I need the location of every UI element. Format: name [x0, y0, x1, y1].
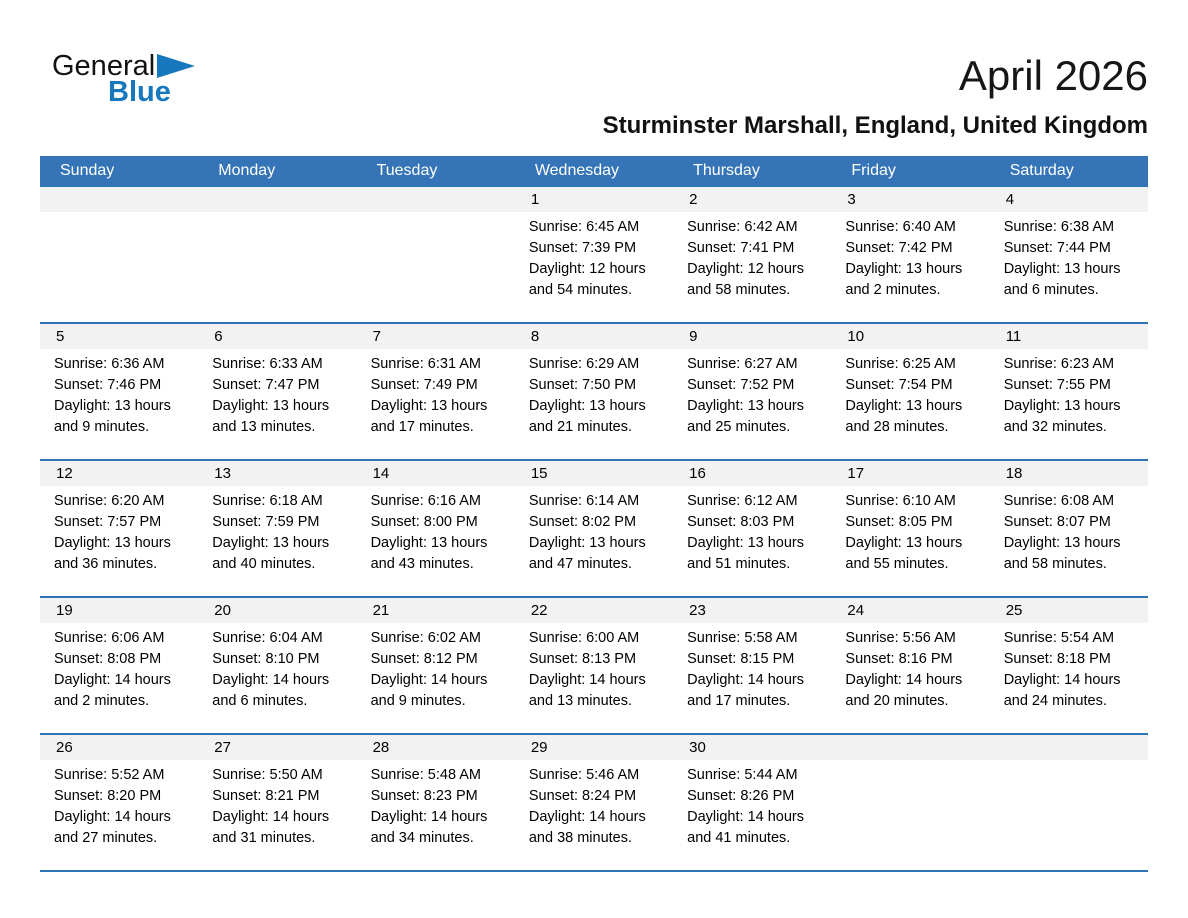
- day-number: 22: [515, 598, 673, 623]
- daylight-text: Daylight: 13 hours: [1003, 398, 1121, 414]
- daylight-text: Daylight: 14 hours: [528, 809, 646, 825]
- daylight-text-line2: and 54 minutes.: [528, 282, 633, 298]
- sunset-text: Sunset: 7:42 PM: [845, 240, 953, 256]
- day-number: [198, 187, 356, 212]
- daylight-text-line2: and 9 minutes.: [370, 693, 466, 709]
- daylight-text-line2: and 13 minutes.: [528, 693, 633, 709]
- sunrise-text: Sunrise: 6:40 AM: [845, 219, 956, 235]
- day-cell: [673, 323, 831, 460]
- sunrise-text: Sunrise: 6:25 AM: [845, 356, 956, 372]
- sunrise-text: Sunrise: 6:33 AM: [212, 356, 323, 372]
- sunset-text: Sunset: 7:52 PM: [687, 377, 795, 393]
- day-number: 21: [357, 598, 515, 623]
- daylight-text: Daylight: 13 hours: [687, 398, 804, 414]
- sunrise-text: Sunrise: 5:44 AM: [687, 767, 798, 783]
- weekday-header: Sunday: [40, 156, 198, 186]
- day-cell: [673, 460, 831, 597]
- daylight-text: Daylight: 12 hours: [687, 261, 804, 277]
- day-number: 25: [990, 598, 1148, 623]
- page-header: [0, 0, 1188, 156]
- day-cell: [673, 186, 831, 323]
- sunset-text: Sunset: 8:08 PM: [54, 651, 162, 667]
- sunrise-text: Sunrise: 6:42 AM: [687, 219, 798, 235]
- daylight-text: Daylight: 12 hours: [528, 261, 646, 277]
- sunrise-text: Sunrise: 5:46 AM: [528, 767, 640, 783]
- daylight-text-line2: and 6 minutes.: [1003, 282, 1099, 298]
- day-number: 6: [198, 324, 356, 349]
- day-cell: [515, 460, 673, 597]
- day-number: 17: [831, 461, 989, 486]
- day-number: 1: [515, 187, 673, 212]
- sunrise-text: Sunrise: 6:08 AM: [1003, 493, 1115, 509]
- day-number: 8: [515, 324, 673, 349]
- empty-day-cell: [40, 186, 198, 323]
- day-cell: [198, 460, 356, 597]
- day-cell: [990, 323, 1148, 460]
- day-number: 27: [198, 735, 356, 760]
- sunset-text: Sunset: 8:21 PM: [212, 788, 320, 804]
- daylight-text: Daylight: 14 hours: [54, 672, 171, 688]
- weekday-header: Wednesday: [515, 156, 673, 186]
- day-cell: [198, 597, 356, 734]
- day-cell: [40, 323, 198, 460]
- sunset-text: Sunset: 8:05 PM: [845, 514, 953, 530]
- daylight-text: Daylight: 13 hours: [212, 398, 330, 414]
- sunset-text: Sunset: 8:12 PM: [370, 651, 478, 667]
- daylight-text: Daylight: 13 hours: [1003, 535, 1121, 551]
- day-number: 10: [831, 324, 989, 349]
- week-row: [40, 460, 1148, 597]
- day-cell: [357, 460, 515, 597]
- day-number: 29: [515, 735, 673, 760]
- title-block: [603, 52, 1148, 140]
- daylight-text-line2: and 40 minutes.: [212, 556, 316, 572]
- sunrise-text: Sunrise: 6:00 AM: [528, 630, 640, 646]
- sunrise-text: Sunrise: 6:29 AM: [528, 356, 640, 372]
- daylight-text-line2: and 58 minutes.: [1003, 556, 1107, 572]
- daylight-text: Daylight: 14 hours: [54, 809, 171, 825]
- daylight-text: Daylight: 13 hours: [54, 535, 171, 551]
- sunrise-text: Sunrise: 6:27 AM: [687, 356, 798, 372]
- daylight-text-line2: and 27 minutes.: [54, 830, 158, 846]
- weekday-header: Thursday: [673, 156, 831, 186]
- sunrise-text: Sunrise: 6:06 AM: [54, 630, 165, 646]
- sunrise-text: Sunrise: 6:31 AM: [370, 356, 481, 372]
- daylight-text-line2: and 34 minutes.: [370, 830, 474, 846]
- weekday-header: Friday: [831, 156, 989, 186]
- sunset-text: Sunset: 7:44 PM: [1003, 240, 1111, 256]
- sunrise-text: Sunrise: 5:48 AM: [370, 767, 481, 783]
- daylight-text-line2: and 9 minutes.: [54, 419, 150, 435]
- page-subtitle: Sturminster Marshall, England, United Kingdom: [602, 112, 1148, 140]
- day-number: 24: [831, 598, 989, 623]
- sunrise-text: Sunrise: 5:58 AM: [687, 630, 798, 646]
- daylight-text: Daylight: 14 hours: [528, 672, 646, 688]
- day-cell: [357, 323, 515, 460]
- daylight-text-line2: and 43 minutes.: [370, 556, 474, 572]
- day-number: 19: [40, 598, 198, 623]
- day-cell: [990, 186, 1148, 323]
- empty-day-cell: [357, 186, 515, 323]
- day-cell: [831, 186, 989, 323]
- weekday-header: Tuesday: [357, 156, 515, 186]
- daylight-text-line2: and 2 minutes.: [845, 282, 941, 298]
- day-number: [357, 187, 515, 212]
- sunset-text: Sunset: 8:18 PM: [1003, 651, 1111, 667]
- week-row: [40, 186, 1148, 323]
- sunset-text: Sunset: 7:49 PM: [370, 377, 478, 393]
- day-number: 3: [831, 187, 989, 212]
- day-number: 28: [357, 735, 515, 760]
- day-cell: [40, 460, 198, 597]
- sunset-text: Sunset: 7:55 PM: [1003, 377, 1111, 393]
- day-number: 12: [40, 461, 198, 486]
- sunset-text: Sunset: 8:26 PM: [687, 788, 795, 804]
- day-cell: [990, 460, 1148, 597]
- sunrise-text: Sunrise: 6:36 AM: [54, 356, 165, 372]
- day-number: 11: [990, 324, 1148, 349]
- sunset-text: Sunset: 7:46 PM: [54, 377, 162, 393]
- sunset-text: Sunset: 8:00 PM: [370, 514, 478, 530]
- day-cell: [357, 734, 515, 871]
- daylight-text: Daylight: 13 hours: [528, 398, 646, 414]
- daylight-text: Daylight: 13 hours: [687, 535, 804, 551]
- weekday-header: Saturday: [990, 156, 1148, 186]
- daylight-text: Daylight: 13 hours: [845, 261, 963, 277]
- day-number: 2: [673, 187, 831, 212]
- daylight-text-line2: and 24 minutes.: [1003, 693, 1107, 709]
- sunset-text: Sunset: 8:10 PM: [212, 651, 320, 667]
- daylight-text-line2: and 55 minutes.: [845, 556, 949, 572]
- daylight-text-line2: and 58 minutes.: [687, 282, 791, 298]
- sunrise-text: Sunrise: 6:20 AM: [54, 493, 165, 509]
- daylight-text: Daylight: 14 hours: [212, 672, 330, 688]
- day-number: 20: [198, 598, 356, 623]
- day-number: 15: [515, 461, 673, 486]
- daylight-text: Daylight: 14 hours: [845, 672, 963, 688]
- empty-day-cell: [198, 186, 356, 323]
- weekday-header-row: [40, 156, 1148, 186]
- day-cell: [831, 597, 989, 734]
- daylight-text-line2: and 36 minutes.: [54, 556, 158, 572]
- sunset-text: Sunset: 7:39 PM: [528, 240, 637, 256]
- sunset-text: Sunset: 8:02 PM: [528, 514, 637, 530]
- sunrise-text: Sunrise: 6:12 AM: [687, 493, 798, 509]
- day-number: 26: [40, 735, 198, 760]
- day-number: 4: [990, 187, 1148, 212]
- sunrise-text: Sunrise: 6:23 AM: [1003, 356, 1115, 372]
- day-number: 5: [40, 324, 198, 349]
- daylight-text-line2: and 13 minutes.: [212, 419, 316, 435]
- day-number: [990, 735, 1148, 760]
- daylight-text: Daylight: 13 hours: [212, 535, 330, 551]
- daylight-text-line2: and 2 minutes.: [54, 693, 150, 709]
- daylight-text-line2: and 47 minutes.: [528, 556, 633, 572]
- week-row: [40, 734, 1148, 871]
- sunset-text: Sunset: 7:50 PM: [528, 377, 637, 393]
- sunset-text: Sunset: 8:24 PM: [528, 788, 637, 804]
- sunset-text: Sunset: 8:16 PM: [845, 651, 953, 667]
- general-blue-logo: [52, 52, 195, 107]
- logo-text-blue: Blue: [108, 76, 171, 108]
- daylight-text: Daylight: 13 hours: [845, 535, 963, 551]
- logo-text-general: General: [52, 50, 156, 82]
- sunset-text: Sunset: 7:57 PM: [54, 514, 162, 530]
- empty-day-cell: [990, 734, 1148, 871]
- day-cell: [515, 734, 673, 871]
- calendar-table: [40, 156, 1148, 872]
- day-cell: [673, 734, 831, 871]
- sunset-text: Sunset: 8:23 PM: [370, 788, 478, 804]
- calendar-body: [40, 186, 1148, 871]
- day-cell: [357, 597, 515, 734]
- sunrise-text: Sunrise: 6:10 AM: [845, 493, 956, 509]
- daylight-text-line2: and 25 minutes.: [687, 419, 791, 435]
- week-row: [40, 597, 1148, 734]
- sunset-text: Sunset: 8:20 PM: [54, 788, 162, 804]
- daylight-text: Daylight: 14 hours: [687, 809, 804, 825]
- daylight-text-line2: and 20 minutes.: [845, 693, 949, 709]
- day-cell: [198, 323, 356, 460]
- daylight-text-line2: and 41 minutes.: [687, 830, 791, 846]
- daylight-text-line2: and 17 minutes.: [687, 693, 791, 709]
- sunrise-text: Sunrise: 6:04 AM: [212, 630, 323, 646]
- page-title: April 2026: [958, 52, 1148, 99]
- sunset-text: Sunset: 8:07 PM: [1003, 514, 1111, 530]
- daylight-text: Daylight: 13 hours: [370, 535, 488, 551]
- daylight-text: Daylight: 14 hours: [687, 672, 804, 688]
- day-cell: [515, 323, 673, 460]
- day-cell: [673, 597, 831, 734]
- day-cell: [831, 460, 989, 597]
- sunrise-text: Sunrise: 5:52 AM: [54, 767, 165, 783]
- sunset-text: Sunset: 8:15 PM: [687, 651, 795, 667]
- sunset-text: Sunset: 8:03 PM: [687, 514, 795, 530]
- calendar-head: [40, 156, 1148, 186]
- day-number: 16: [673, 461, 831, 486]
- sunset-text: Sunset: 7:59 PM: [212, 514, 320, 530]
- sunrise-text: Sunrise: 6:02 AM: [370, 630, 481, 646]
- daylight-text-line2: and 51 minutes.: [687, 556, 791, 572]
- daylight-text: Daylight: 14 hours: [370, 809, 488, 825]
- day-cell: [990, 597, 1148, 734]
- sunrise-text: Sunrise: 6:14 AM: [528, 493, 640, 509]
- sunset-text: Sunset: 8:13 PM: [528, 651, 637, 667]
- day-number: 23: [673, 598, 831, 623]
- daylight-text-line2: and 31 minutes.: [212, 830, 316, 846]
- sunrise-text: Sunrise: 5:50 AM: [212, 767, 323, 783]
- sunset-text: Sunset: 7:54 PM: [845, 377, 953, 393]
- week-row: [40, 323, 1148, 460]
- day-number: 18: [990, 461, 1148, 486]
- daylight-text-line2: and 28 minutes.: [845, 419, 949, 435]
- sunrise-text: Sunrise: 5:54 AM: [1003, 630, 1115, 646]
- day-cell: [515, 186, 673, 323]
- daylight-text: Daylight: 13 hours: [370, 398, 488, 414]
- day-cell: [198, 734, 356, 871]
- day-number: 9: [673, 324, 831, 349]
- day-cell: [40, 597, 198, 734]
- day-number: [831, 735, 989, 760]
- sunrise-text: Sunrise: 6:45 AM: [528, 219, 640, 235]
- sunrise-text: Sunrise: 6:16 AM: [370, 493, 481, 509]
- daylight-text-line2: and 6 minutes.: [212, 693, 308, 709]
- daylight-text: Daylight: 13 hours: [1003, 261, 1121, 277]
- sunset-text: Sunset: 7:41 PM: [687, 240, 795, 256]
- day-cell: [40, 734, 198, 871]
- empty-day-cell: [831, 734, 989, 871]
- daylight-text-line2: and 32 minutes.: [1003, 419, 1107, 435]
- sunrise-text: Sunrise: 6:18 AM: [212, 493, 323, 509]
- day-number: 14: [357, 461, 515, 486]
- weekday-header: Monday: [198, 156, 356, 186]
- sunrise-text: Sunrise: 6:38 AM: [1003, 219, 1115, 235]
- day-number: 7: [357, 324, 515, 349]
- day-number: 30: [673, 735, 831, 760]
- daylight-text: Daylight: 14 hours: [212, 809, 330, 825]
- sunrise-text: Sunrise: 5:56 AM: [845, 630, 956, 646]
- sunset-text: Sunset: 7:47 PM: [212, 377, 320, 393]
- daylight-text: Daylight: 13 hours: [528, 535, 646, 551]
- daylight-text: Daylight: 14 hours: [1003, 672, 1121, 688]
- daylight-text-line2: and 17 minutes.: [370, 419, 474, 435]
- day-cell: [831, 323, 989, 460]
- day-number: [40, 187, 198, 212]
- day-cell: [515, 597, 673, 734]
- daylight-text: Daylight: 13 hours: [845, 398, 963, 414]
- day-number: 13: [198, 461, 356, 486]
- daylight-text-line2: and 21 minutes.: [528, 419, 633, 435]
- daylight-text-line2: and 38 minutes.: [528, 830, 633, 846]
- daylight-text: Daylight: 14 hours: [370, 672, 488, 688]
- daylight-text: Daylight: 13 hours: [54, 398, 171, 414]
